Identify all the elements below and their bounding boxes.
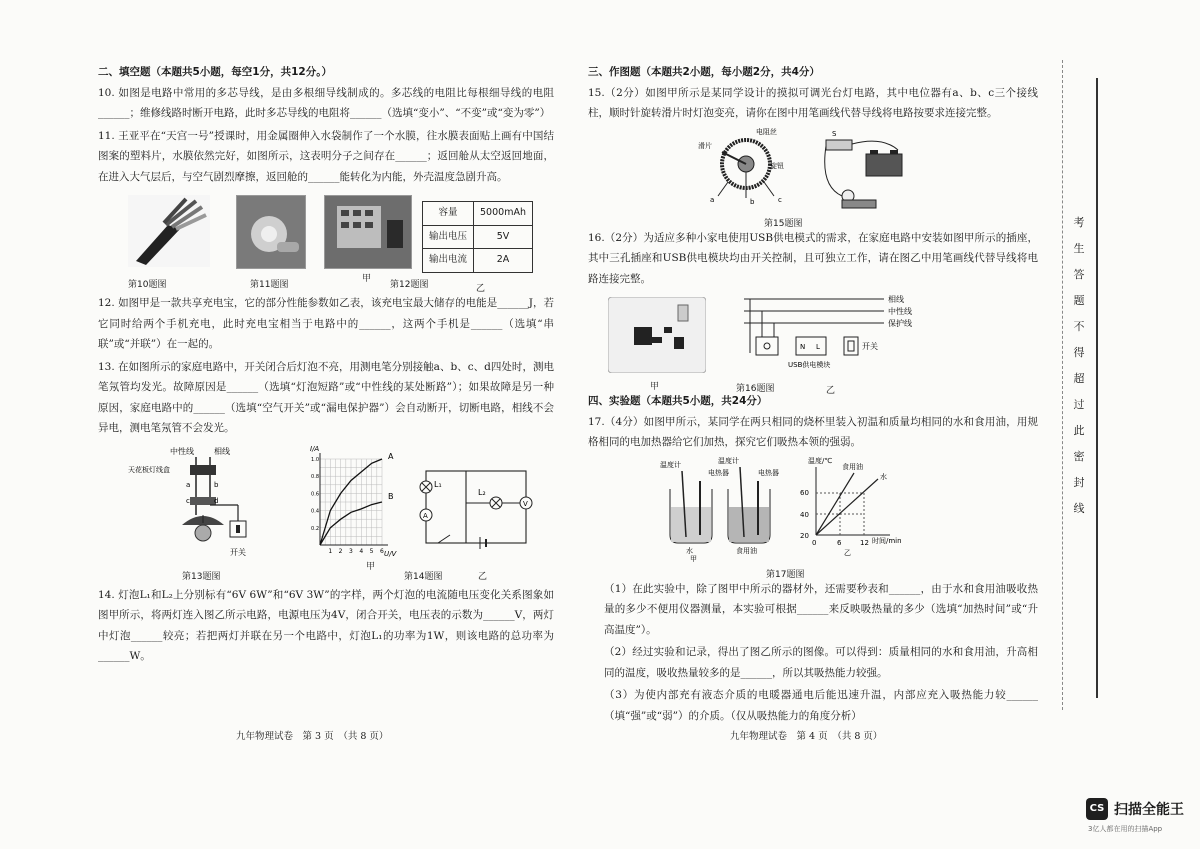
question-17-1: （1）在此实验中，除了图甲中所示的器材外，还需要秒表和______，由于水和食用油吸收热量的多少不便用仪器测量，本实验可根据______来反映吸热量的多少（选填“加热时间”或“升高温度”）。 <box>604 582 1038 636</box>
knob-label: 旋钮 <box>770 161 784 170</box>
caption-11: 第11题图 <box>250 280 289 290</box>
x-tick-label: 2 <box>338 547 343 555</box>
usb-module-label: USB供电模块 <box>788 361 831 369</box>
x-axis-label: U/V <box>384 549 397 558</box>
wiper-label: 滑片 <box>698 141 712 150</box>
power-bank-image <box>324 195 412 269</box>
figures-13-14 <box>98 441 554 585</box>
caption-16: 第16题图 <box>736 384 775 394</box>
question-17-2: （2）经过实验和记录，得出了图乙所示的图像。可以得到：质量相同的水和食用油，升高相同的温度，吸收热量较多的是______，所以其吸热能力较强。 <box>604 646 1038 679</box>
y-tick-label: 1.0 <box>311 456 319 463</box>
figure-15 <box>588 126 1038 228</box>
y-tick-label: 0.6 <box>311 490 319 497</box>
y-tick-label: 0.8 <box>311 473 319 480</box>
seal-solid-line <box>1096 78 1098 698</box>
question-12: 12. 如图甲是一款共享充电宝，它的部分性能参数如乙表，该充电宝最大储存的电能是______J，若它同时给两个手机充电，此时充电宝相当于电路中的______，这两个手机是______（选填“串联”或“并联”）在一起的。 <box>98 297 554 350</box>
question-15: 15.（2分）如图甲所示是某同学设计的摸拟可调光台灯电路，其中电位器有a、b、c三个接线柱，顺时针旋转滑片时灯泡变亮，请你在图中用笔画线代替导线将电路按要求连接完整。 <box>588 86 1038 119</box>
y-tick-60: 60 <box>800 488 809 497</box>
question-10: 10. 如图是电路中常用的多芯导线，是由多根细导线制成的。多芯线的电阻比每根细导线的电阻______；维修线路时断开电路，此时多芯导线的电阻将______（选填“变小”、“不变”或“变为零”） <box>98 86 554 119</box>
question-17: 17.（4分）如图甲所示，某同学在两只相同的烧杯里装入初温和质量均相同的水和食用油，用规格相同的电加热器给它们加热，探究它们吸热本领的强弱。 <box>588 415 1038 448</box>
caption-10: 第10题图 <box>128 280 167 290</box>
figure-17 <box>588 455 1038 579</box>
usb-l-label: L <box>816 343 820 351</box>
terminal-b: b <box>750 197 755 206</box>
series-a-label: A <box>388 451 394 461</box>
lamp-battery-circuit <box>822 126 932 212</box>
label-c: c <box>186 496 190 505</box>
y-tick-label: 0.2 <box>311 525 319 532</box>
seal-dashed-line <box>1062 60 1063 710</box>
scanner-tagline: 3亿人都在用的扫描App <box>1088 825 1163 833</box>
y-tick-40: 40 <box>800 510 809 519</box>
label-jia-16: 甲 <box>650 382 660 392</box>
page-4-footer: 九年物理试卷 第 4 页 （共 8 页） <box>730 731 883 742</box>
caption-14: 第14题图 <box>404 571 443 582</box>
switch-s-label: S <box>832 129 837 138</box>
series-b-label: B <box>388 491 394 501</box>
scanner-app-name: 扫描全能王 <box>1114 802 1184 818</box>
caption-15: 第15题图 <box>764 218 803 229</box>
x-tick-label: 1 <box>328 547 333 555</box>
question-11: 11. 王亚平在“天宫一号”授课时，用金属圈伸入水袋制作了一个水膜，往水膜表面贴上画有中国结图案的塑料片，水膜依然完好，如图所示，这表明分子之间存在______；返回舱从太空返回地面，在进入大气层后，与空气剧烈摩擦，返回舱的______能转化为内能，外壳温度急剧升高。 <box>98 129 554 183</box>
label-jia-14: 甲 <box>366 561 376 572</box>
thermometer-label-2: 温度计 <box>718 456 739 465</box>
resistor-label: 电阻丝 <box>756 127 777 136</box>
spec-value: 5000mAh <box>474 202 533 226</box>
multi-core-wire-image <box>128 195 210 267</box>
potentiometer-diagram <box>698 128 794 208</box>
caption-12: 第12题图 <box>390 280 429 290</box>
y-tick-label: 0.4 <box>311 508 319 515</box>
x-tick-0: 0 <box>812 538 817 547</box>
question-13: 13. 在如图所示的家庭电路中，开关闭合后灯泡不亮，用测电笔分别接触a、b、c、d四处时，测电笔氖管均发光。故障原因是______（选填“灯泡短路”或“中性线的某处断路”）；如果故障是另一种原因，家庭电路中的______（选填“空气开关”或“漏电保护器”）会自动断开，切断电路，相线不会异电，测电笔氖管不会发光。 <box>98 360 554 434</box>
iu-chart <box>308 443 400 563</box>
y-tick-20: 20 <box>800 531 809 540</box>
usb-socket-image <box>608 297 706 373</box>
question-17-3: （3）为使内部充有液态介质的电暖器通电后能迅速升温，内部应充入吸热能力较______（填“强”或“弱”）的介质。（仅从吸热能力的角度分析） <box>604 689 1038 722</box>
heater-label-1: 电热器 <box>708 468 729 477</box>
page-3-footer: 九年物理试卷 第 3 页 （共 8 页） <box>236 731 389 742</box>
voltmeter-symbol: V <box>523 499 528 508</box>
question-14: 14. 灯泡L₁和L₂上分别标有“6V 6W”和“6V 3W”的字样，两个灯泡的电流随电压变化关系图象如图甲所示，将两灯连入图乙所示电路，电源电压为4V，闭合开关，电压表的示数为______V，两灯中灯泡______较亮；若把两灯并联在另一个电路中，灯泡L₁的功率为1W，则该电路的总功率为______W。 <box>98 588 554 662</box>
water-label: 水 <box>686 546 693 555</box>
label-d: d <box>214 496 219 505</box>
caption-17: 第17题图 <box>766 569 805 580</box>
section-2-title: 二、填空题（本题共5小题，每空1分，共12分。） <box>98 66 332 78</box>
figure-16 <box>588 291 1038 396</box>
label-yi-12: 乙 <box>476 284 486 294</box>
l1-label: L₁ <box>434 479 442 489</box>
figures-10-11-12 <box>98 189 554 293</box>
spec-label: 输出电流 <box>423 249 474 273</box>
caption-13: 第13题图 <box>182 571 221 582</box>
live-wire-label: 相线 <box>214 446 230 456</box>
x-tick-label: 3 <box>349 547 353 555</box>
terminal-c: c <box>778 195 782 204</box>
switch-box-label: 开关 <box>862 342 878 351</box>
spec-value: 5V <box>474 225 533 249</box>
temp-axis-label: 温度/℃ <box>808 456 833 465</box>
x-tick-6: 6 <box>837 538 842 547</box>
label-b: b <box>214 480 219 489</box>
label-a: a <box>186 480 191 489</box>
oil-line-label: 食用油 <box>842 462 863 471</box>
lamp-circuit-diagram <box>416 465 540 549</box>
y-axis-label: I/A <box>310 444 320 453</box>
x-tick-label: 6 <box>380 547 384 555</box>
ground-line-label: 保护线 <box>888 319 912 328</box>
ceiling-box-label: 天花板灯线盒 <box>128 465 170 474</box>
water-line-label: 水 <box>880 472 887 481</box>
x-tick-label: 5 <box>369 547 374 555</box>
beaker-experiment-diagram <box>656 455 796 563</box>
ammeter-symbol: A <box>423 511 428 520</box>
label-jia-12: 甲 <box>362 274 372 284</box>
x-tick-label: 4 <box>359 547 364 555</box>
section-4-title: 四、实验题（本题共5小题，共24分） <box>588 395 768 407</box>
time-axis-label: 时间/min <box>872 536 902 545</box>
spec-label: 容量 <box>423 202 474 226</box>
temperature-time-chart <box>794 455 912 563</box>
usb-wiring-diagram <box>744 291 944 375</box>
section-3-title: 三、作图题（本题共2小题，每小题2分，共4分） <box>588 66 820 78</box>
neutral-line-label: 中性线 <box>888 307 912 316</box>
oil-label: 食用油 <box>736 546 757 555</box>
power-bank-spec-table <box>422 201 533 273</box>
spec-label: 输出电压 <box>423 225 474 249</box>
page-3-column <box>98 62 554 669</box>
l2-label: L₂ <box>478 487 486 497</box>
water-film-image <box>236 195 306 269</box>
x-tick-12: 12 <box>860 538 869 547</box>
spec-value: 2A <box>474 249 533 273</box>
heater-label-2: 电热器 <box>758 468 779 477</box>
page-4-column <box>588 62 1038 728</box>
label-yi-14: 乙 <box>478 571 488 582</box>
neutral-wire-label: 中性线 <box>170 446 194 456</box>
switch-label: 开关 <box>230 547 246 557</box>
label-jia-17: 甲 <box>690 554 697 563</box>
household-circuit-diagram <box>128 445 278 563</box>
live-line-label: 相线 <box>888 295 904 304</box>
label-yi-17: 乙 <box>844 548 851 557</box>
label-yi-16: 乙 <box>826 386 836 396</box>
question-16: 16.（2分）为适应多种小家电使用USB供电模式的需求，在家庭电路中安装如图甲所示的插座，其中三孔插座和USB供电模块均由开关控制，且可独立工作，请在图乙中用笔画线代替导线将电路连接完整。 <box>588 231 1038 285</box>
seal-warning-text: 考 生 答 题 不 得 超 过 此 密 封 线 <box>1073 216 1085 515</box>
thermometer-label-1: 温度计 <box>660 460 681 469</box>
usb-n-label: N <box>800 343 806 351</box>
cs-logo-icon: CS <box>1086 798 1108 820</box>
terminal-a: a <box>710 195 715 204</box>
